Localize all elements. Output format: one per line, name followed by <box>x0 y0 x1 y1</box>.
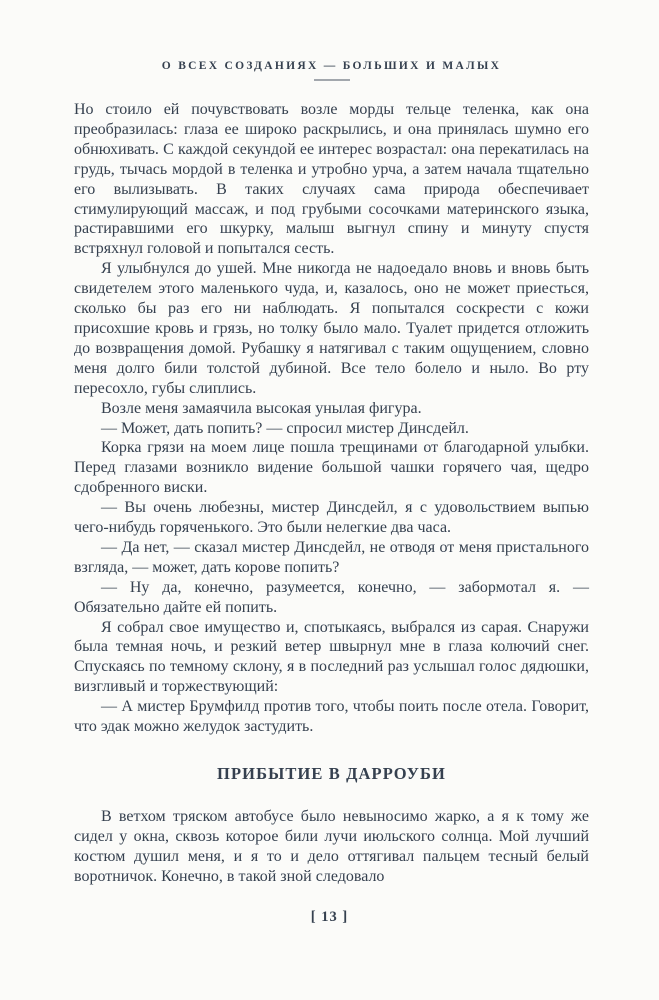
header-rule <box>314 79 350 81</box>
paragraph: — Вы очень любезны, мистер Динсдейл, я с удовольствием выпью чего-нибудь горяченького. Это были нелегкие два часа. <box>74 499 589 537</box>
paragraph: — Может, дать попить? — спросил мистер Динсдейл. <box>101 419 469 437</box>
paragraph: Я улыбнулся до ушей. Мне никогда не надоедало вновь и вновь быть свидетелем этого маленького чуда, и, казалось, оно не может приесться, сколько бы раз его ни наблюдать. Я попытался соскрести с кожи присохшие кровь и грязь, но толку было мало. Туалет придется отложить до возвращения домой. Рубашку я натягивал с таким ощущением, словно меня долго били толстой дубиной. Все тело болело и ныло. Во рту пересохло, губы слиплись. <box>74 260 589 397</box>
running-header: О ВСЕХ СОЗДАНИЯХ — БОЛЬШИХ И МАЛЫХ <box>161 60 502 72</box>
page-number: [ 13 ] <box>310 909 349 925</box>
chapter-heading: ПРИБЫТИЕ В ДАРРОУБИ <box>217 764 446 783</box>
paragraph: В ветхом тряском автобусе было невыносимо жарко, а я к тому же сидел у окна, сквозь которое били лучи июльского солнца. Мой лучший костюм душил меня, и я то и дело оттягивал пальцем тесный белый воротничок. Конечно, в такой зной следовало <box>74 808 589 885</box>
paragraph: — Да нет, — сказал мистер Динсдейл, не отводя от меня пристального взгляда, — может, дать корове попить? <box>74 538 589 576</box>
paragraph: Корка грязи на моем лице пошла трещинами от благодарной улыбки. Перед глазами возникло видение большой чашки горячего чая, щедро сдобренного виски. <box>74 439 589 497</box>
paragraph: Но стоило ей почувствовать возле морды тельце теленка, как она преобразилась: глаза ее широко раскрылись, и она принялась шумно его обнюхивать. С каждой секундой ее интерес возрастал: она перекатилась на грудь, тычась мордой в теленка и утробно урча, а затем начала тщательно его вылизывать. В таких случаях сама природа обеспечивает стимулирующий массаж, и под грубыми сосочками материнского языка, растиравшими его шкурку, малыш выгнул спину и минуту спустя встряхнул головой и попытался сесть. <box>74 101 589 258</box>
body-text-bottom <box>74 807 589 887</box>
paragraph: Возле меня замаячила высокая унылая фигура. <box>101 399 422 417</box>
paragraph: Я собрал свое имущество и, спотыкаясь, выбрался из сарая. Снаружи была темная ночь, и резкий ветер швырнул мне в глаза колючий снег. Спускаясь по темному склону, я в последний раз услышал голос дядюшки, визгливый и торжествующий: <box>74 618 589 696</box>
paragraph: — А мистер Брумфилд против того, чтобы поить после отела. Говорит, что эдак можно желудок застудить. <box>74 698 589 736</box>
body-text-top <box>74 100 589 737</box>
paragraph: — Ну да, конечно, разумеется, конечно, — забормотал я. — Обязательно дайте ей попить. <box>74 578 589 616</box>
